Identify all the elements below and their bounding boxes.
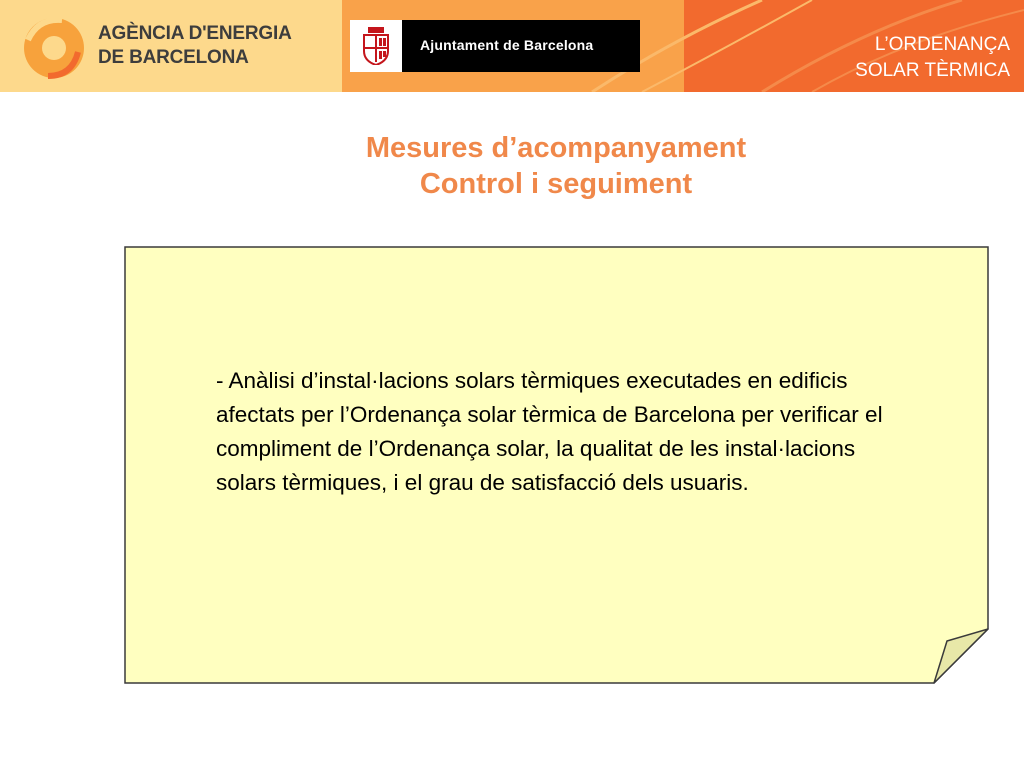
sun-logo-icon (18, 12, 88, 82)
slide-title-line1: Mesures d’acompanyament (365, 132, 747, 164)
agency-name-line1: AGÈNCIA D'ENERGIA (98, 23, 292, 44)
document-title-line2: SOLAR TÈRMICA (855, 60, 1010, 81)
agency-name (98, 22, 292, 70)
agency-name-line2: DE BARCELONA (98, 47, 249, 68)
ajuntament-name: Ajuntament de Barcelona (420, 37, 594, 53)
note-paragraph: - Anàlisi d’instal·lacions solars tèrmiques executades en edificis afectats per l’Ordenança solar tèrmica de Barcelona per verificar el compliment de l’Ordenança solar, la qualitat de les instal·lacions solars tèrmiques, i el grau de satisfacció dels usuaris. (216, 368, 883, 495)
header-band (0, 0, 1024, 92)
sticky-note (124, 246, 990, 684)
barcelona-shield-icon (362, 27, 390, 65)
ajuntament-logo (350, 20, 640, 72)
slide-title (0, 130, 1024, 202)
slide-title-line2: Control i seguiment (419, 168, 693, 200)
document-title (855, 32, 1010, 84)
document-title-line1: L’ORDENANÇA (874, 34, 1010, 55)
